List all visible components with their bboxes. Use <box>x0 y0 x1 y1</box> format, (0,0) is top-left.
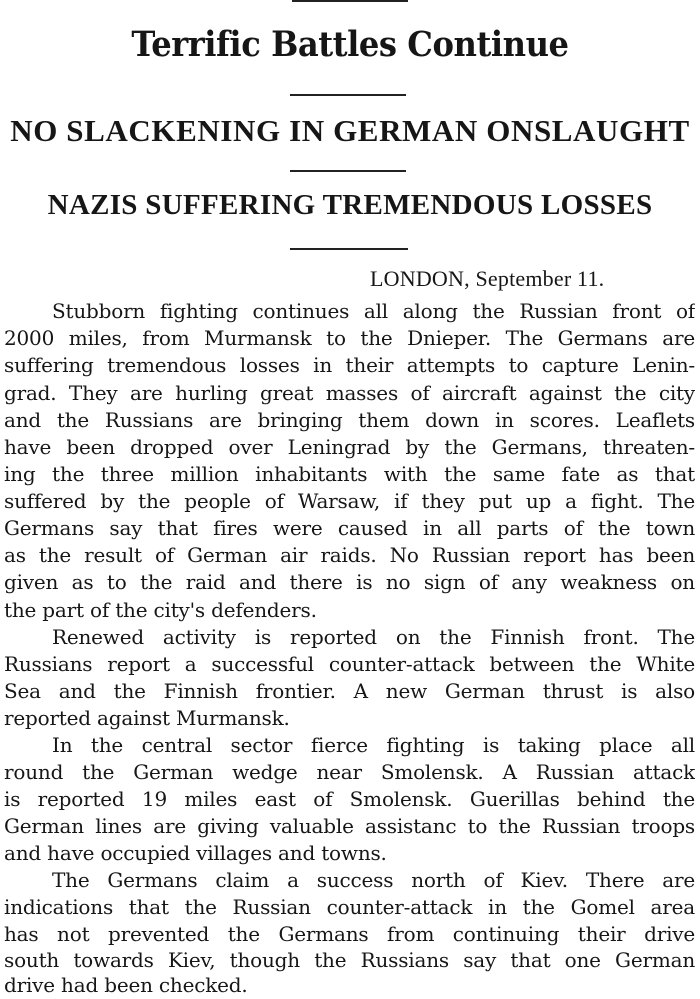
article-line: The Germans claim a success north of Kiev. There are <box>52 868 695 892</box>
article-line: German lines are giving valuable assistanc to the Russian troops <box>4 814 695 838</box>
article-line: as the result of German air raids. No Russian report has been <box>4 543 695 567</box>
article-line: Renewed activity is reported on the Finnish front. The <box>52 625 695 649</box>
article-line: south towards Kiev, though the Russians say that one German <box>4 948 695 972</box>
article-line: round the German wedge near Smolensk. A Russian attack <box>4 760 695 784</box>
article-line: ing the three million inhabitants with the same fate as that <box>4 462 695 486</box>
article-line: the part of the city's defenders. <box>4 598 317 622</box>
headline-divider-3 <box>290 248 408 250</box>
article-line: is reported 19 miles east of Smolensk. Guerillas behind the <box>4 787 695 811</box>
headline-divider-1 <box>290 94 406 96</box>
article-line: Germans say that fires were caused in all parts of the town <box>4 516 695 540</box>
article-line: have been dropped over Leningrad by the Germans, threaten- <box>4 435 695 459</box>
article-line: and have occupied villages and towns. <box>4 841 387 865</box>
article-line: Stubborn fighting continues all along the Russian front of <box>52 299 695 323</box>
article-line: In the central sector fierce fighting is taking place all <box>52 733 695 757</box>
article-line: drive had been checked. <box>4 973 248 997</box>
subheadline-2: NAZIS SUFFERING TREMENDOUS LOSSES <box>47 189 653 221</box>
article-line: and the Russians are bringing them down in scores. Leaflets <box>4 408 695 432</box>
article-line: suffering tremendous losses in their attempts to capture Lenin- <box>4 353 695 377</box>
main-headline: Terrific Battles Continue <box>131 24 569 65</box>
article-line: has not prevented the Germans from continuing their drive <box>4 922 695 946</box>
top-rule <box>292 0 408 2</box>
dateline: LONDON, September 11. <box>370 266 605 291</box>
headline-divider-2 <box>290 170 406 172</box>
subheadline-1: NO SLACKENING IN GERMAN ONSLAUGHT <box>10 113 690 148</box>
article-line: reported against Murmansk. <box>4 706 290 730</box>
article-line: indications that the Russian counter-attack in the Gomel area <box>4 895 695 919</box>
article-line: Russians report a successful counter-attack between the White <box>4 652 695 676</box>
article-line: given as to the raid and there is no sign of any weakness on <box>4 570 695 594</box>
article-line: Sea and the Finnish frontier. A new German thrust is also <box>4 679 695 703</box>
article-line: grad. They are hurling great masses of aircraft against the city <box>4 381 695 405</box>
article-line: suffered by the people of Warsaw, if they put up a fight. The <box>4 489 695 513</box>
article-line: 2000 miles, from Murmansk to the Dnieper. The Germans are <box>4 326 695 350</box>
